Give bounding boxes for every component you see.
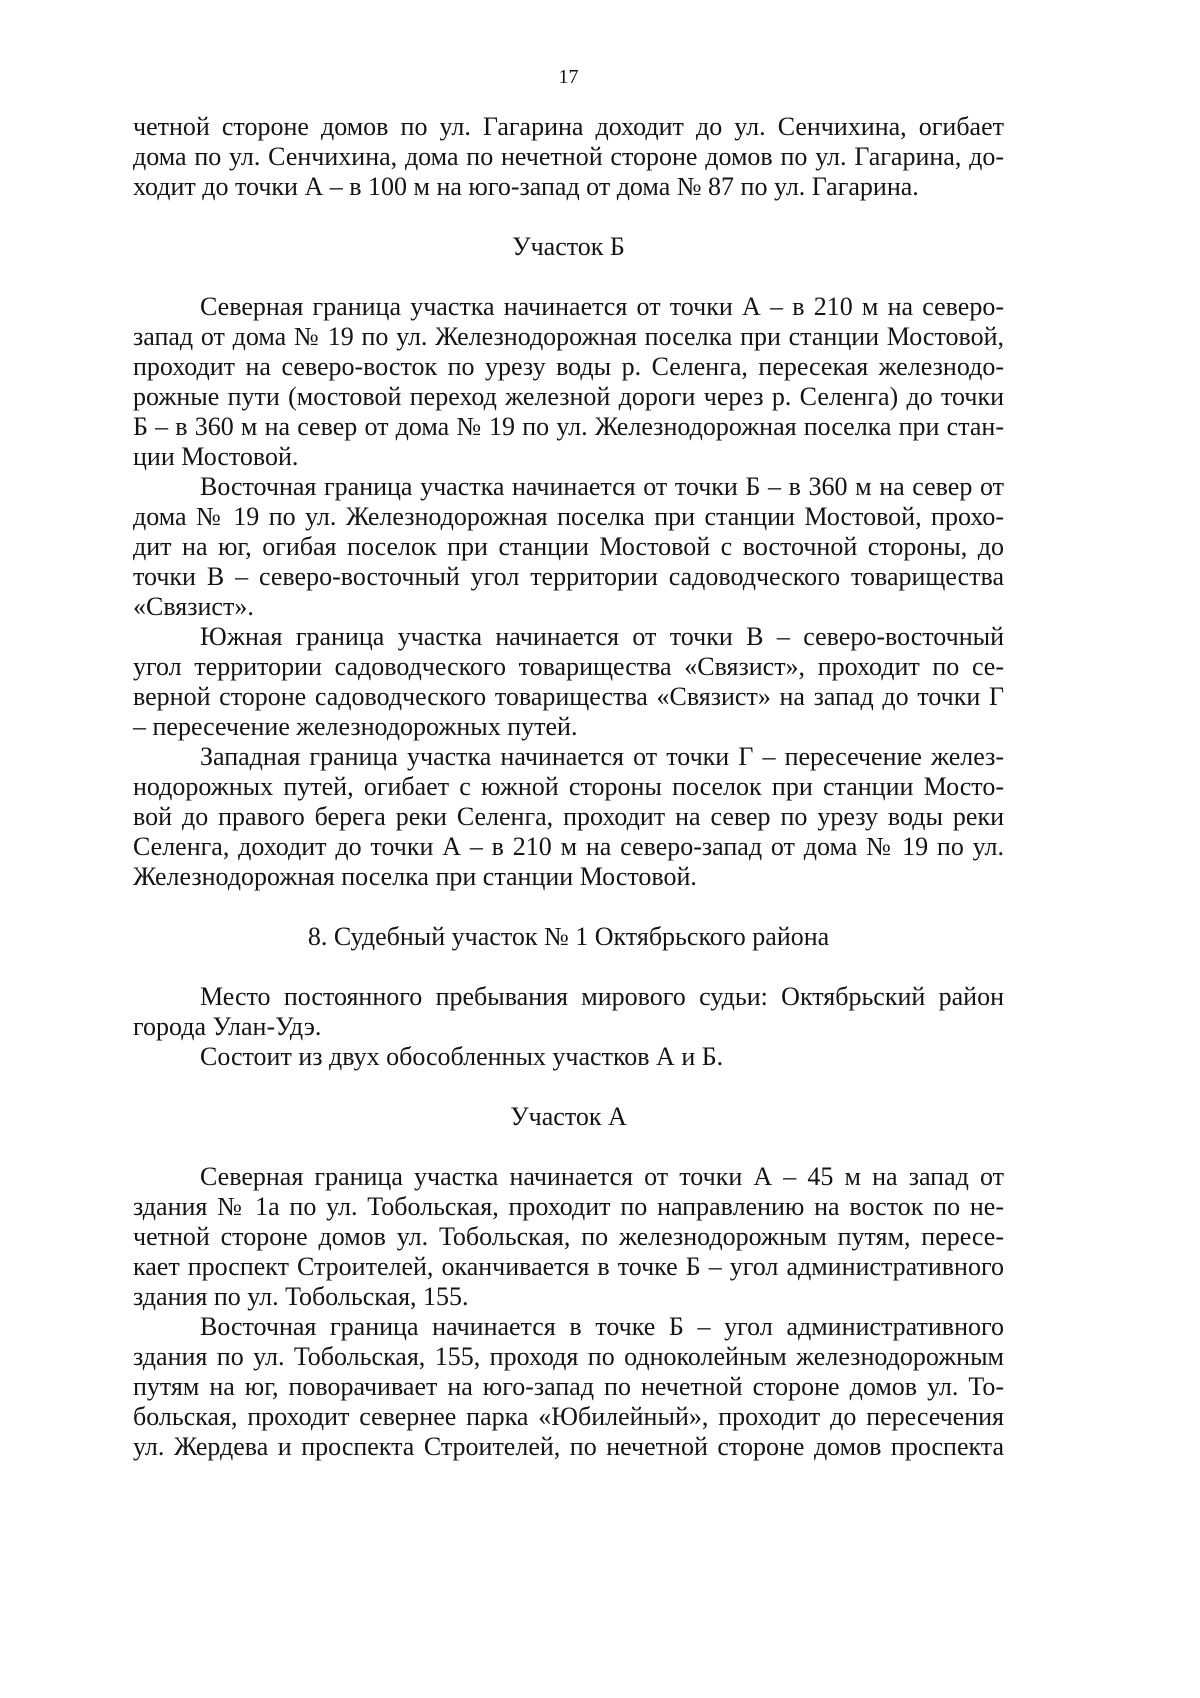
paragraph [133,1312,1004,1462]
text-line: нодорожных путей, огибает с южной стороны поселок при станции Мосто- [133,772,1004,801]
text-line: путям на юг, поворачивает на юго-запад по нечетной стороне домов ул. То- [133,1372,1004,1401]
text-line: Восточная граница начинается в точке Б – угол административного [200,1312,1004,1341]
text-line: Железнодорожная поселка при станции Мостовой. [133,862,697,891]
text-line: четной стороне домов ул. Тобольская, по железнодорожным путям, пересе- [133,1222,1004,1251]
section-heading: Участок А [510,1102,627,1131]
text-line: больская, проходит севернее парка «Юбилейный», проходит до пересечения [133,1402,1004,1431]
text-line: Селенга, доходит до точки А – в 210 м на северо-запад от дома № 19 по ул. [133,832,1004,861]
text-line: четной стороне домов по ул. Гагарина доходит до ул. Сенчихина, огибает [133,112,1004,141]
section-heading: 8. Судебный участок № 1 Октябрьского района [307,922,830,951]
text-line: Место постоянного пребывания мирового судьи: Октябрьский район [200,982,1004,1011]
text-line: Южная граница участка начинается от точки В – северо-восточный [200,622,1004,651]
text-line: «Связист». [133,592,254,621]
text-line: запад от дома № 19 по ул. Железнодорожная поселка при станции Мостовой, [133,322,1004,351]
text-line: здания по ул. Тобольская, 155, проходя по одноколейным железнодорожным [133,1342,1004,1371]
text-line: здания по ул. Тобольская, 155. [133,1282,469,1311]
text-line: рожные пути (мостовой переход железной дороги через р. Селенга) до точки [133,382,1004,411]
text-line: Северная граница участка начинается от точки А – 45 м на запад от [200,1162,1004,1191]
text-line: Б – в 360 м на север от дома № 19 по ул. Железнодорожная поселка при стан- [133,412,1004,441]
text-line: угол территории садоводческого товарищества «Связист», проходит по се- [133,652,1004,681]
paragraph [133,982,1004,1042]
page-number: 17 [558,66,579,88]
paragraph [133,1162,1004,1312]
text-line: Северная граница участка начинается от точки А – в 210 м на северо- [200,292,1004,321]
document-body [133,112,1004,1462]
text-line: дит на юг, огибая поселок при станции Мостовой с восточной стороны, до [133,532,1004,561]
text-line: проходит на северо-восток по урезу воды р. Селенга, пересекая железнодо- [133,352,1004,381]
text-line: Состоит из двух обособленных участков А и Б. [200,1042,724,1071]
paragraph [133,622,1004,742]
paragraph [133,292,1004,472]
paragraph [133,1042,1004,1072]
text-line: – пересечение железнодорожных путей. [133,712,578,741]
text-line: верной стороне садоводческого товарищества «Связист» на запад до точки Г [133,682,1004,711]
text-line: дома № 19 по ул. Железнодорожная поселка при станции Мостовой, прохо- [133,502,1004,531]
text-line: дома по ул. Сенчихина, дома по нечетной стороне домов по ул. Гагарина, до- [133,142,1004,171]
text-line: точки В – северо-восточный угол территории садоводческого товарищества [133,562,1004,591]
text-line: ходит до точки А – в 100 м на юго-запад от дома № 87 по ул. Гагарина. [133,172,919,201]
text-line: кает проспект Строителей, оканчивается в точке Б – угол административного [133,1252,1004,1281]
text-line: Восточная граница участка начинается от точки Б – в 360 м на север от [200,472,1004,501]
text-line: ции Мостовой. [133,442,299,471]
paragraph [133,112,1004,202]
text-line: Западная граница участка начинается от точки Г – пересечение желез- [200,742,1004,771]
paragraph [133,742,1004,892]
text-line: ул. Жердева и проспекта Строителей, по нечетной стороне домов проспекта [133,1432,1004,1461]
section-heading: Участок Б [512,232,625,261]
paragraph [133,472,1004,622]
text-line: здания № 1а по ул. Тобольская, проходит по направлению на восток по не- [133,1192,1004,1221]
text-line: города Улан-Удэ. [133,1012,322,1041]
text-line: вой до правого берега реки Селенга, проходит на север по урезу воды реки [133,802,1004,831]
